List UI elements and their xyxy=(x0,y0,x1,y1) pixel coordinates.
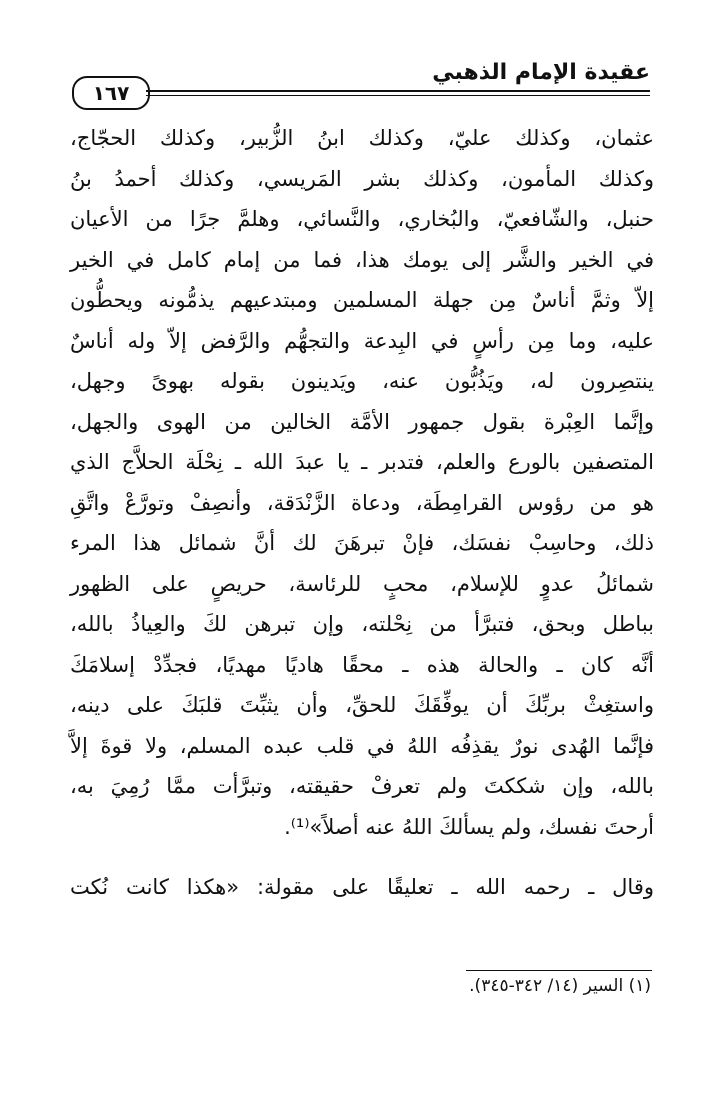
header-rule-thin xyxy=(146,95,650,96)
text-line: ينتصِرون له، ويَذُبُّون عنه، ويَدينون بقوله بهوىً وجهل، xyxy=(70,369,654,393)
closing-line: وقال ـ رحمه الله ـ تعليقًا على مقولة: «هكذا كانت نُكت xyxy=(70,875,654,899)
text-line: ذلك، وحاسِبْ نفسَك، فإنْ تبرهَنَ لك أنَّ شمائل هذا المرء xyxy=(70,531,654,555)
book-title: عقيدة الإمام الذهبي xyxy=(432,60,650,85)
text-line: وكذلك المأمون، وكذلك بشر المَريسي، وكذلك أحمدُ بنُ xyxy=(70,166,654,191)
page-number: ١٦٧ xyxy=(72,76,150,110)
text-line: هو من رؤوس القرامِطَة، ودعاة الزَّنْدَقة، وأنصِفْ وتورَّعْ واتَّقِ xyxy=(70,490,654,515)
text-line: المتصفين بالورع والعلم، فتدبر ـ يا عبدَ الله ـ نِحْلَة الحلاَّج الذي xyxy=(70,450,654,474)
main-text xyxy=(70,118,654,908)
text-line: شمائلُ عدوٍ للإسلام، محبٍ للرئاسة، حريصٍ على الظهور xyxy=(70,571,654,596)
text-line: عثمان، وكذلك عليّ، وكذلك ابنُ الزُّبير، وكذلك الحجّاج، xyxy=(70,126,654,150)
text-line: أنَّه كان ـ والحالة هذه ـ محقًا هاديًا مهديًا، فجدِّدْ إسلامَكَ xyxy=(70,652,654,677)
page-header xyxy=(72,60,650,105)
header-rule xyxy=(146,90,650,92)
text-line: حنبل، والشّافعيّ، والبُخاري، والنَّسائي، وهلمَّ جرًا من الأعيان xyxy=(70,207,654,231)
text-line: أرحتَ نفسك، ولم يسألكَ اللهُ عنه أصلاً»⁽¹⁾. xyxy=(284,814,654,839)
text-line: إلاّ وثمَّ أناسٌ مِن جهلة المسلمين ومبتدعيهم يذمُّونه ويحطُّون xyxy=(70,288,654,312)
footnote: (١) السير (١٤/ ٣٤٢-٣٤٥). xyxy=(469,976,651,996)
text-line: بباطل وبحق، فتبرَّأ من نِحْلته، وإن تبرهن لكَ والعِياذُ بالله، xyxy=(70,612,654,636)
text-line: فإنَّما الهُدى نورٌ يقذِفُه اللهُ في قلب عبده المسلم، ولا قوةَ إلاَّ xyxy=(70,733,654,758)
text-line: عليه، وما مِن رأسٍ في البِدعة والتجهُّم والرَّفض إلاّ وله أناسٌ xyxy=(70,328,654,353)
footnote-rule xyxy=(466,970,652,971)
text-line: في الخير والشَّر إلى يومك هذا، فما من إمام كامل في الخير xyxy=(70,247,654,272)
text-line: وإنَّما العِبْرة بقول جمهور الأمَّة الخالين من الهوى والجهل، xyxy=(70,409,654,434)
text-line: بالله، وإن شككتَ ولم تعرفْ حقيقته، وتبرَّأت ممَّا رُمِيَ به، xyxy=(70,774,654,798)
text-line: واستغِثْ بربِّكَ أن يوفِّقَكَ للحقِّ، وأن يثبِّتَ قلبَكَ على دينه، xyxy=(70,693,654,717)
